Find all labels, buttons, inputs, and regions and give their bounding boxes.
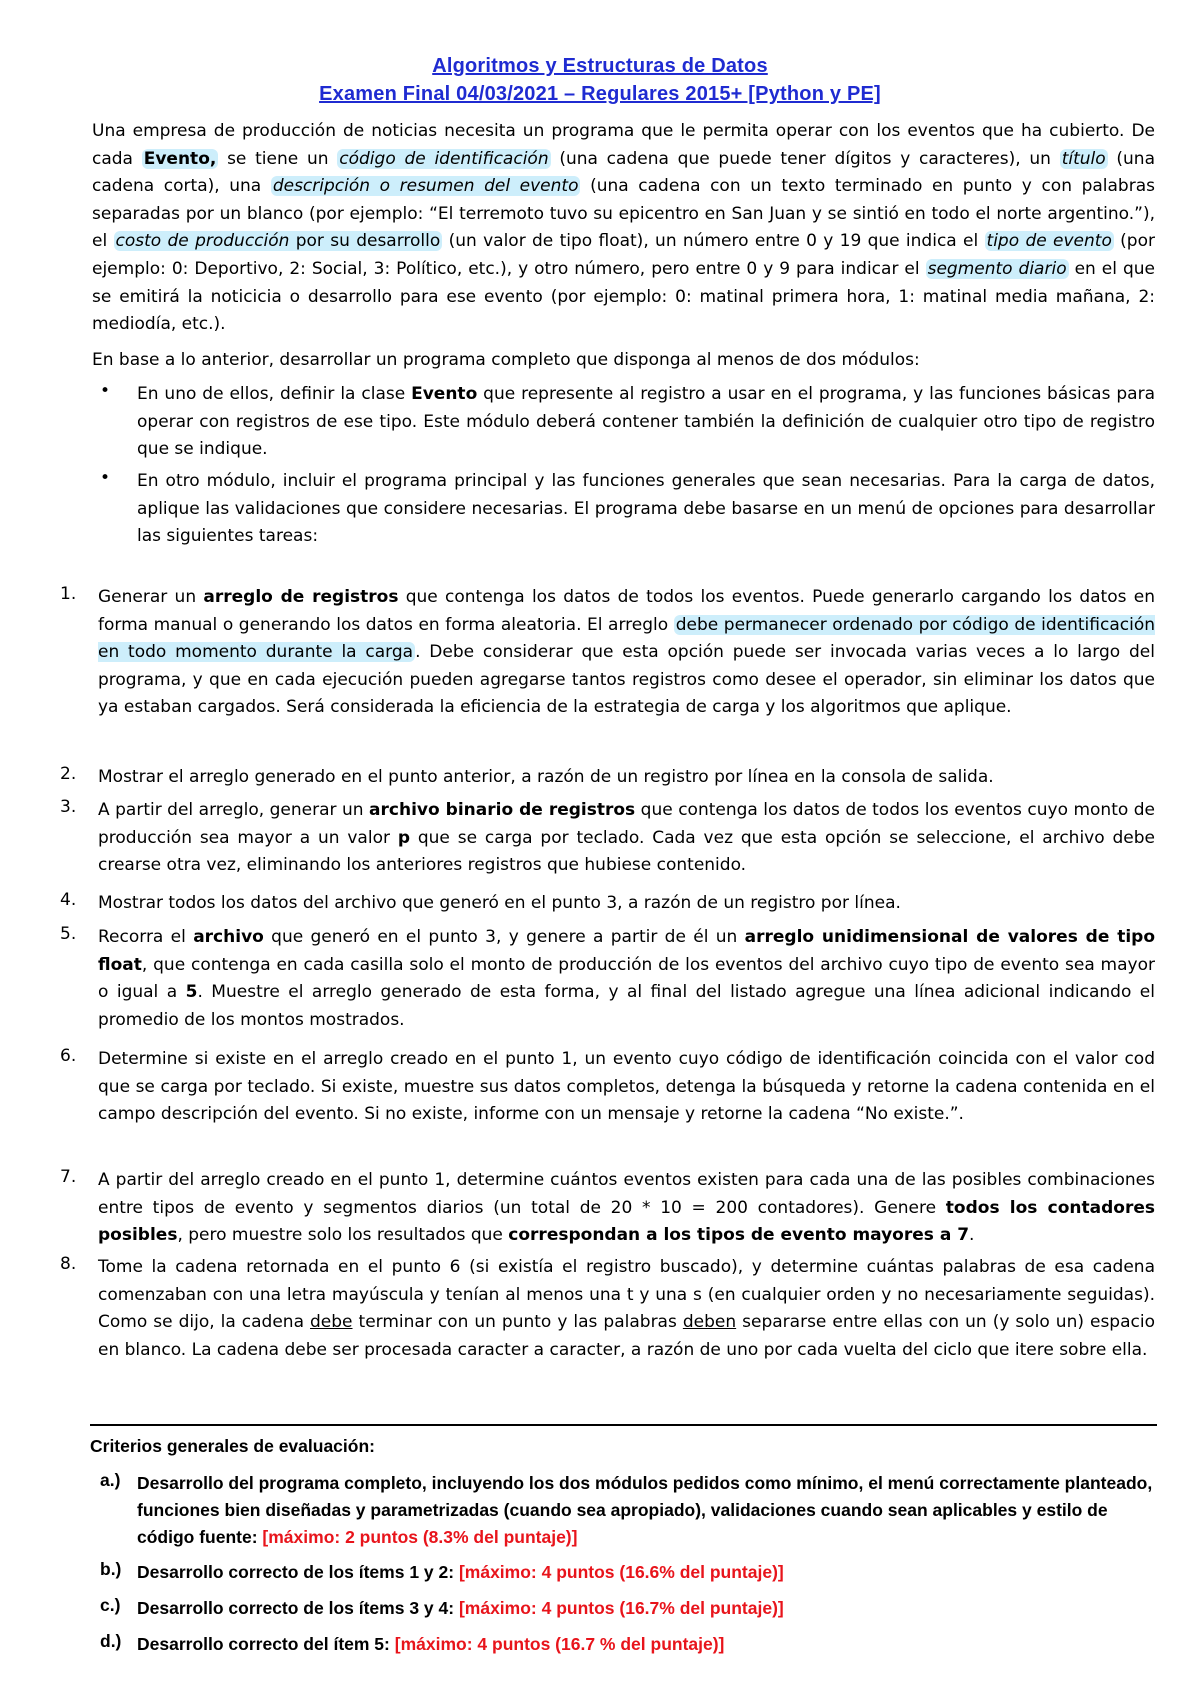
item-number: 3. <box>60 797 77 817</box>
item-text: , pero muestre solo los resultados que <box>177 1225 509 1246</box>
task-item-5 <box>98 924 1155 1034</box>
item-number: 4. <box>60 890 77 910</box>
item-text: A partir del arreglo, generar un <box>98 800 370 820</box>
intro-text: (una cadena con un texto terminado en punto y con palabras separadas por un blanco (por ejemplo: “El terremoto tuvo su epicentro en San Juan y se sintió en todo el norte argentino.”), el <box>92 176 1155 252</box>
intro-paragraph <box>92 118 1155 339</box>
item-text: Tome la cadena retornada en el punto 6 (si existía el registro buscado), y determine cuántas palabras de esa cadena comenzaban con una letra mayúscula y tenían al menos una t y una s (en cualquier orden y no necesariamente seguidas). Como se dijo, la cadena <box>98 1257 1155 1333</box>
criteria-label: a.) <box>100 1470 121 1490</box>
bullet-item-1 <box>137 381 1155 464</box>
bullet-text: En uno de ellos, definir la clase <box>137 384 412 404</box>
task-item-2: Mostrar el arreglo generado en el punto anterior, a razón de un registro por línea en la consola de salida. <box>98 767 994 787</box>
intro-sentence-1: Una empresa de producción de noticias necesita un programa que le permita operar con los eventos que ha cubierto. <box>92 121 1125 141</box>
item-bold: arreglo de registros <box>203 587 399 607</box>
bullet-dot: • <box>100 381 111 401</box>
document-title: Algoritmos y Estructuras de Datos <box>432 55 768 77</box>
item-text: . Debe considerar que esta opción puede ser invocada varias veces a lo largo del programa, y que en cada ejecución pueden agregarse tantos registros como desee el operador, sin eliminar los datos que ya estaban cargados. Será considerada la eficiencia de la estrategia de carga y los algoritmos que aplique. <box>98 642 1155 718</box>
highlight-titulo: título <box>1061 148 1106 169</box>
intro-modules-paragraph: En base a lo anterior, desarrollar un programa completo que disponga al menos de dos módulos: <box>92 350 920 370</box>
item-text: que contenga los datos de todos los eventos. Puede generarlo cargando los datos en forma manual o generando los datos en forma aleatoria. El arreglo <box>98 587 1155 635</box>
item-underline: deben <box>682 1312 737 1333</box>
highlight-costo-rest: por su desarrollo <box>289 231 441 252</box>
item-bold: arreglo unidimensional de valores de tipo float <box>98 927 1156 975</box>
criteria-item-c <box>137 1595 1155 1622</box>
task-item-3 <box>98 797 1155 880</box>
item-number: 8. <box>60 1254 77 1274</box>
criteria-points: [máximo: 4 puntos (16.7% del puntaje)] <box>458 1598 784 1618</box>
item-bold: 5 <box>185 982 198 1003</box>
criteria-text: Desarrollo correcto del ítem 5: <box>137 1634 390 1654</box>
intro-text: (por ejemplo: 0: Deportivo, 2: Social, 3: Político, etc.), y otro número, pero entre 0 y 9 para indicar el <box>92 231 1155 279</box>
item-bold: correspondan a los tipos de evento mayores a 7 <box>508 1225 970 1246</box>
intro-text: en el que se emitirá la noticicia o desarrollo para ese evento (por ejemplo: 0: matinal primera hora, 1: matinal media mañana, 2: mediodía, etc.). <box>92 258 1155 335</box>
criteria-label: c.) <box>100 1595 121 1615</box>
item-text: que se carga por teclado. Cada vez que esta opción se seleccione, el archivo debe crearse otra vez, eliminando los anteriores registros que hubiese contenido. <box>98 827 1155 876</box>
task-item-7 <box>98 1167 1155 1250</box>
task-item-6: Determine si existe en el arreglo creado en el punto 1, un evento cuyo código de identificación coincida con el valor cod que se carga por teclado. Si existe, muestre sus datos completos, detenga la búsqueda y retorne la cadena contenida en el campo descripción del evento. Si no existe, informe con un mensaje y retorne la cadena “No existe.”. <box>98 1049 1155 1125</box>
criteria-title: Criterios generales de evaluación: <box>90 1436 375 1456</box>
highlight-codigo: código de identificación <box>339 148 549 169</box>
intro-text: (una cadena que puede tener dígitos y caracteres), un <box>550 148 1060 169</box>
criteria-text: Desarrollo correcto de los ítems 3 y 4: <box>137 1598 455 1618</box>
item-text: que contenga los datos de todos los eventos cuyo monto de producción sea mayor a un valor <box>98 800 1155 848</box>
item-text: A partir del arreglo creado en el punto 1, determine cuántos eventos existen para cada una de las posibles combinaciones entre tipos de evento y segmentos diarios (un total de 20 * 10 = 200 contadores). Genere <box>98 1170 1155 1218</box>
document-subtitle: Examen Final 04/03/2021 – Regulares 2015+ [Python y PE] <box>319 83 881 105</box>
intro-text: (una cadena corta), una <box>92 148 1155 197</box>
item-text: que generó en el punto 3, y genere a partir de él un <box>263 927 745 947</box>
highlight-segmento: segmento diario <box>927 258 1067 279</box>
item-text: separarse entre ellas con un (y solo un) espacio en blanco. La cadena debe ser procesada caracter a caracter, a razón de uno por cada vuelta del ciclo que itere sobre ella. <box>98 1312 1155 1360</box>
criteria-label: d.) <box>100 1631 122 1651</box>
task-item-1 <box>98 584 1155 722</box>
criteria-item-d <box>137 1631 1155 1658</box>
highlight-evento: Evento, <box>143 148 217 169</box>
bullet-text: que represente al registro a usar en el programa, y las funciones básicas para operar con registros de ese tipo. Este módulo deberá contener también la definición de cualquier otro tipo de registro que se indique. <box>137 384 1155 460</box>
criteria-item-a <box>137 1470 1155 1551</box>
intro-text: (un valor de tipo float), un número entre 0 y 19 que indica el <box>442 231 985 252</box>
item-number: 1. <box>60 584 77 604</box>
intro-text: De cada <box>92 121 1155 169</box>
item-bold: todos los contadores posibles <box>98 1197 1155 1246</box>
highlight-costo: costo de producción <box>115 231 290 252</box>
item-bold: archivo <box>193 927 264 947</box>
item-underline: debe <box>310 1312 353 1333</box>
task-item-4: Mostrar todos los datos del archivo que generó en el punto 3, a razón de un registro por línea. <box>98 893 901 913</box>
section-divider <box>90 1424 1157 1426</box>
item-text: Recorra el <box>98 927 194 947</box>
item-number: 7. <box>60 1167 77 1187</box>
criteria-points: [máximo: 4 puntos (16.7 % del puntaje)] <box>394 1634 725 1654</box>
bullet-dot: • <box>100 468 111 488</box>
item-number: 2. <box>60 764 77 784</box>
item-text: terminar con un punto y las palabras <box>352 1312 683 1333</box>
criteria-points: [máximo: 2 puntos (8.3% del puntaje)] <box>262 1527 578 1547</box>
intro-text: se tiene un <box>218 148 338 169</box>
item-number: 6. <box>60 1046 77 1066</box>
item-text: Generar un <box>98 587 204 607</box>
criteria-label: b.) <box>100 1559 122 1579</box>
highlight-ordenado: debe permanecer ordenado por código de identificación en todo momento durante la carga <box>98 614 1155 663</box>
criteria-text: Desarrollo del programa completo, incluyendo los dos módulos pedidos como mínimo, el menú correctamente planteado, funciones bien diseñadas y parametrizadas (cuando sea apropiado), validaciones cuando sean aplicables y estilo de código fuente: <box>137 1473 1153 1547</box>
highlight-tipo: tipo de evento <box>986 231 1112 252</box>
highlight-descripcion: descripción o resumen del evento <box>272 176 579 197</box>
item-text: . <box>969 1225 975 1246</box>
criteria-text: Desarrollo correcto de los ítems 1 y 2: <box>137 1562 455 1582</box>
task-item-8 <box>98 1254 1155 1364</box>
item-bold: p <box>397 827 410 848</box>
item-text: , que contenga en cada casilla solo el monto de producción de los eventos del archivo cuyo tipo de evento sea mayor o igual a <box>98 954 1155 1003</box>
item-number: 5. <box>60 924 77 944</box>
item-bold: archivo binario de registros <box>369 800 636 820</box>
item-text: . Muestre el arreglo generado de esta forma, y al final del listado agregue una línea adicional indicando el promedio de los montos mostrados. <box>98 982 1155 1030</box>
criteria-item-b <box>137 1559 1155 1586</box>
criteria-points: [máximo: 4 puntos (16.6% del puntaje)] <box>458 1562 784 1582</box>
bullet-item-2: En otro módulo, incluir el programa principal y las funciones generales que sean necesarias. Para la carga de datos, aplique las validaciones que considere necesarias. El programa debe basarse en un menú de opciones para desarrollar las siguientes tareas: <box>137 471 1155 547</box>
bullet-bold: Evento <box>411 384 478 404</box>
